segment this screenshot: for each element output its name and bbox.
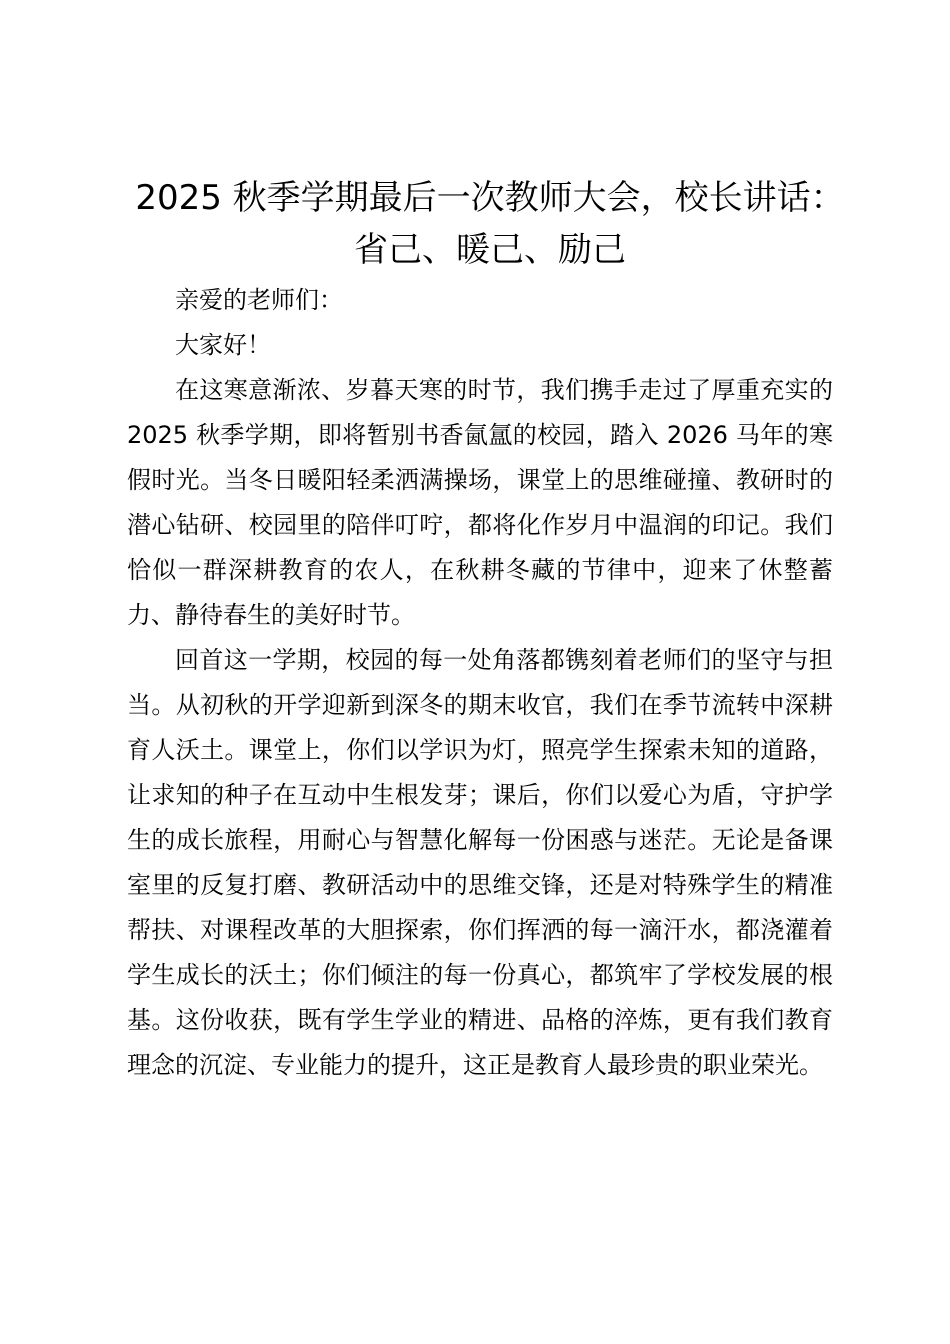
paragraph-2: 回首这一学期，校园的每一处角落都镌刻着老师们的坚守与担当。从初秋的开学迎新到深冬的期末收官，我们在季节流转中深耕育人沃土。课堂上，你们以学识为灯，照亮学生探索未知的道路，让求知的种子在互动中生根发芽；课后，你们以爱心为盾，守护学生的成长旅程，用耐心与智慧化解每一份困惑与迷茫。无论是备课室里的反复打磨、教研活动中的思维交锋，还是对特殊学生的精准帮扶、对课程改革的大胆探索，你们挥洒的每一滴汗水，都浇灌着学生成长的沃土；你们倾注的每一份真心，都筑牢了学校发展的根基。这份收获，既有学生学业的精进、品格的淬炼，更有我们教育理念的沉淀、专业能力的提升，这正是教育人最珍贵的职业荣光。 (127, 646, 833, 1079)
paragraph-1: 在这寒意渐浓、岁暮天寒的时节，我们携手走过了厚重充实的 2025 秋季学期，即将暂别书香氤氲的校园，踏入 2026 马年的寒假时光。当冬日暖阳轻柔洒满操场，课堂上的思维碰撞、教研时的潜心钻研、校园里的陪伴叮咛，都将化作岁月中温润的印记。我们恰似一群深耕教育的农人，在秋耕冬藏的节律中，迎来了休整蓄力、静待春生的美好时节。 (127, 376, 833, 629)
salutation: 亲爱的老师们： (175, 286, 343, 314)
greeting: 大家好！ (175, 331, 271, 359)
title-line-1: 2025 秋季学期最后一次教师大会，校长讲话： (135, 178, 845, 218)
document-body (127, 278, 833, 1088)
title-line-2: 省己、暖己、励己 (354, 230, 626, 270)
document-title (120, 172, 860, 276)
